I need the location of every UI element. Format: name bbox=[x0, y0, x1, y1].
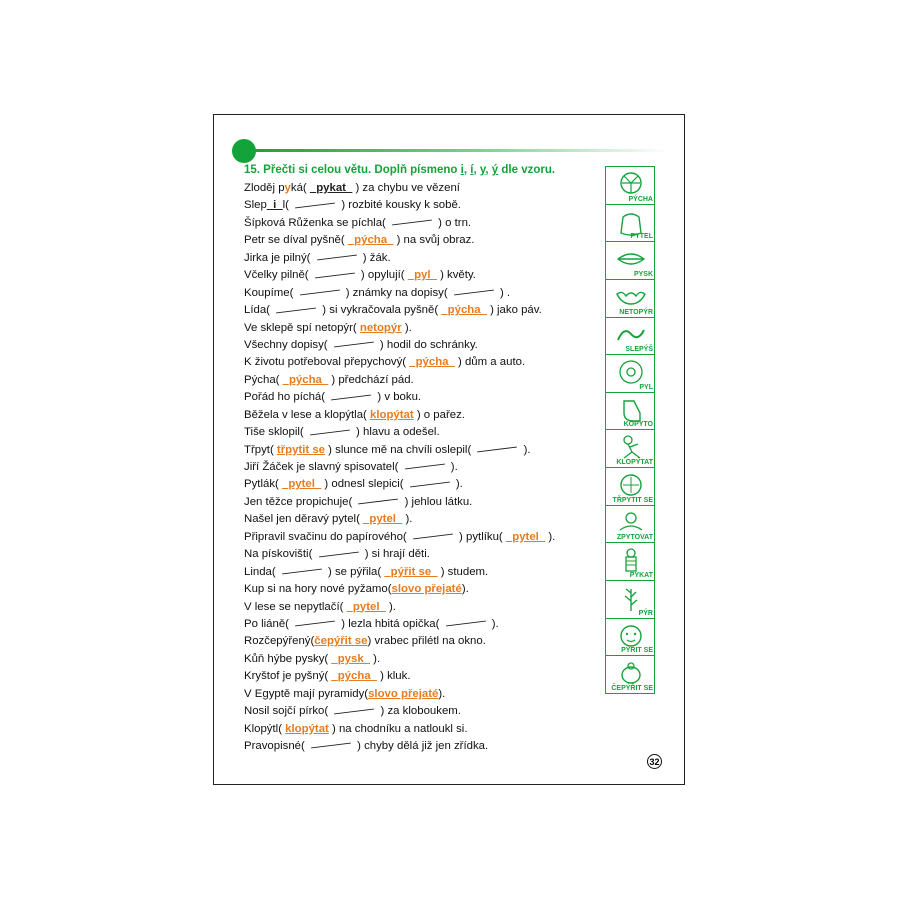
picture-card bbox=[605, 467, 655, 506]
answer-blank[interactable] bbox=[402, 462, 448, 471]
sentence-line bbox=[244, 302, 604, 319]
sentence-text: Lída( bbox=[244, 304, 274, 317]
picture-card bbox=[605, 392, 655, 431]
sentence-text: Koupíme( bbox=[244, 286, 297, 299]
picture-card bbox=[605, 429, 655, 468]
sentence-text: ká( bbox=[290, 182, 310, 194]
sentence-text: ) . bbox=[496, 286, 511, 299]
answer-blank[interactable] bbox=[451, 288, 497, 297]
sentence-line bbox=[244, 633, 604, 650]
sentence-text: ). bbox=[370, 652, 381, 665]
sentence-line bbox=[244, 180, 604, 197]
sentence-text: ) si vykračovala pyšně( bbox=[319, 304, 442, 317]
sentence-text: ). bbox=[488, 617, 499, 630]
answer-blank[interactable] bbox=[407, 480, 453, 489]
sentence-text: ). bbox=[545, 530, 556, 543]
sentence-text: ) se pýřila( bbox=[324, 565, 385, 578]
answer-blank[interactable] bbox=[314, 253, 360, 262]
picture-card bbox=[605, 241, 655, 280]
answer-blank[interactable] bbox=[308, 741, 354, 750]
sentence-text: Připravil svačinu do papírového( bbox=[244, 530, 410, 543]
sentence-text: ). bbox=[385, 600, 396, 613]
answer-word: slovo přejaté bbox=[391, 583, 462, 596]
answer-word: _pytel_ bbox=[346, 600, 386, 613]
sentence-line bbox=[244, 232, 604, 249]
sentence-text: ) o trn. bbox=[435, 216, 472, 229]
picture-card bbox=[605, 580, 655, 619]
picture-card bbox=[605, 317, 655, 356]
answer-word: netopýr bbox=[359, 321, 402, 334]
answer-word: třpytit se bbox=[276, 443, 326, 456]
answer-blank[interactable] bbox=[328, 393, 374, 402]
sentence-line bbox=[244, 407, 604, 424]
sentence-text: ) odnesl slepici( bbox=[321, 478, 407, 491]
answer-blank[interactable] bbox=[292, 201, 338, 210]
picture-card-label: NETOPÝR bbox=[619, 308, 653, 316]
sentence-text: ) opylují( bbox=[357, 269, 408, 282]
sentence-line bbox=[244, 215, 604, 232]
sentence-text: ) vrabec přilétl na okno. bbox=[367, 635, 486, 648]
sentence-text: Rozčepýřený( bbox=[244, 635, 315, 648]
sentence-line bbox=[244, 546, 604, 563]
picture-card bbox=[605, 354, 655, 393]
sentence-text: ) předchází pád. bbox=[328, 373, 414, 386]
picture-card bbox=[605, 655, 655, 694]
answer-blank[interactable] bbox=[355, 497, 401, 506]
sentence-text: Kůň hýbe pysky( bbox=[244, 652, 332, 665]
sentence-text: Šípková Růženka se píchla( bbox=[244, 216, 389, 229]
picture-card-label: PYKAT bbox=[629, 572, 653, 580]
sentence-text: Kup si na hory nové pyžamo( bbox=[244, 583, 392, 596]
sentence-line bbox=[244, 721, 604, 738]
sentence-text: ) dům a auto. bbox=[454, 356, 526, 369]
sentence-line bbox=[244, 372, 604, 389]
answer-word: _pýřit se_ bbox=[384, 565, 438, 578]
sentence-text: Včelky pilně( bbox=[244, 269, 312, 282]
sentence-line bbox=[244, 686, 604, 703]
sentence-text: ) za kloboukem. bbox=[377, 705, 461, 718]
answer-word: _pykat_ bbox=[309, 182, 353, 194]
sentence-text: ). bbox=[520, 443, 531, 456]
answer-word: klopýtat bbox=[370, 408, 414, 421]
sentence-line bbox=[244, 442, 604, 459]
sentence-text: ) rozbité kousky k sobě. bbox=[338, 199, 461, 212]
sentence-line bbox=[244, 320, 604, 337]
sentence-line bbox=[244, 476, 604, 493]
sentence-text: Nosil sojčí pírko( bbox=[244, 705, 332, 718]
sentence-text: Třpyt( bbox=[244, 443, 277, 456]
sentence-text: Zloděj p bbox=[244, 182, 285, 194]
answer-blank[interactable] bbox=[410, 532, 456, 541]
answer-blank[interactable] bbox=[474, 445, 520, 454]
sentence-text: ) o pařez. bbox=[413, 408, 465, 421]
picture-card-label: KLOPÝTAT bbox=[616, 459, 653, 467]
sentence-text: ). bbox=[461, 583, 469, 596]
sentence-line bbox=[244, 250, 604, 267]
sentence-line bbox=[244, 511, 604, 528]
sentence-text: ). bbox=[401, 321, 412, 334]
sentence-text: ) žák. bbox=[359, 251, 391, 264]
sentence-text: Jen těžce propichuje( bbox=[244, 495, 356, 508]
picture-card-label: PYTEL bbox=[630, 233, 653, 241]
answer-word: _pýcha_ bbox=[441, 304, 487, 317]
picture-card-label: SLEPÝŠ bbox=[625, 346, 653, 354]
picture-card-label: PYSK bbox=[633, 270, 653, 278]
sentence-line bbox=[244, 616, 604, 633]
sentence-line bbox=[244, 651, 604, 668]
sentence-text: Slep bbox=[244, 199, 267, 212]
answer-blank[interactable] bbox=[443, 619, 489, 628]
picture-card bbox=[605, 542, 655, 581]
sentence-text: l( bbox=[282, 199, 293, 212]
sentence-text: ) jehlou látku. bbox=[401, 495, 473, 508]
sentence-line bbox=[244, 581, 604, 598]
answer-blank[interactable] bbox=[312, 271, 358, 280]
sentence-text: K životu potřeboval přepychový( bbox=[244, 356, 410, 369]
sentence-text: ). bbox=[447, 461, 458, 473]
answer-word: _pýcha_ bbox=[331, 670, 377, 683]
answer-blank[interactable] bbox=[331, 707, 377, 716]
sentence-line bbox=[244, 494, 604, 511]
sentence-line bbox=[244, 703, 604, 720]
sentence-line bbox=[244, 267, 604, 284]
picture-card bbox=[605, 505, 655, 544]
answer-blank[interactable] bbox=[307, 428, 353, 437]
answer-word: _pýcha_ bbox=[409, 356, 455, 369]
sentence-text: Klopýtl( bbox=[244, 722, 286, 735]
sentence-text: Běžela v lese a klopýtla( bbox=[244, 408, 370, 421]
picture-card-label: ČEPÝŘIT SE bbox=[611, 684, 653, 692]
sentence-text: ) jako páv. bbox=[486, 304, 542, 317]
picture-card-label: ZPYTOVAT bbox=[616, 534, 653, 542]
sentence-text: ) na chodníku a natloukl si. bbox=[328, 722, 468, 735]
header-rule bbox=[250, 149, 670, 152]
sentence-line bbox=[244, 668, 604, 685]
answer-blank[interactable] bbox=[279, 567, 325, 576]
answer-word: _pýcha_ bbox=[282, 373, 329, 386]
picture-card-label: PÝŘIT SE bbox=[621, 647, 653, 655]
picture-card bbox=[605, 166, 655, 205]
sentence-text: Linda( bbox=[244, 565, 279, 578]
sentence-text: Jiří Žáček je slavný spisovatel( bbox=[244, 461, 402, 473]
answer-word: _pytel_ bbox=[363, 513, 403, 526]
sentence-text: ). bbox=[452, 478, 463, 491]
sentence-text: Po liáně( bbox=[244, 617, 293, 630]
sentence-text: ). bbox=[438, 687, 446, 700]
sentence-text: ) v boku. bbox=[374, 391, 422, 404]
sentence-text: Tiše sklopil( bbox=[244, 426, 307, 439]
answer-word: _pyl_ bbox=[407, 269, 437, 282]
picture-card-label: TŘPYTIT SE bbox=[612, 496, 653, 504]
picture-card bbox=[605, 618, 655, 657]
sentence-text: Všechny dopisy( bbox=[244, 338, 331, 351]
answer-word: _pytel_ bbox=[505, 530, 546, 543]
answer-word: _pytel_ bbox=[281, 478, 322, 491]
picture-card bbox=[605, 279, 655, 318]
sentence-text: V Egyptě mají pyramidy( bbox=[244, 687, 369, 700]
sentence-text: ) kluk. bbox=[376, 670, 411, 683]
sentence-text: ) na svůj obraz. bbox=[393, 234, 475, 247]
sentence-text: Pytlák( bbox=[244, 478, 282, 491]
sentence-line bbox=[244, 337, 604, 354]
answer-word: ) za chybu ve vězení bbox=[352, 182, 460, 194]
sentence-text: ) lezla hbitá opička( bbox=[338, 617, 443, 630]
sentence-text: ). bbox=[402, 513, 413, 526]
sentence-line bbox=[244, 285, 604, 302]
sentence-line bbox=[244, 529, 604, 546]
sentence-line bbox=[244, 564, 604, 581]
sentence-text: Jirka je pilný( bbox=[244, 251, 314, 264]
sentence-line bbox=[244, 738, 604, 755]
sentence-text: ) studem. bbox=[437, 565, 489, 578]
sentence-text: ) si hrají děti. bbox=[361, 548, 430, 561]
picture-card bbox=[605, 204, 655, 243]
sentence-text: Pořád ho píchá( bbox=[244, 391, 329, 404]
exercise-title: 15. Přečti si celou větu. Doplň písmeno i, í, y, ý dle vzoru. bbox=[244, 164, 556, 176]
sentence-text: Našel jen děravý pytel( bbox=[244, 513, 364, 526]
sentence-text: Kryštof je pyšný( bbox=[244, 670, 332, 683]
page-number: 32 bbox=[647, 754, 662, 769]
sentence-text: ) hlavu a odešel. bbox=[352, 426, 440, 439]
answer-word: _pysk_ bbox=[331, 652, 371, 665]
sentence-line bbox=[244, 389, 604, 406]
sentence-text: ) květy. bbox=[436, 269, 476, 282]
exercise-sentences bbox=[244, 180, 604, 755]
answer-word: slovo přejaté bbox=[368, 687, 439, 700]
sentence-text: Petr se díval pyšně( bbox=[244, 234, 348, 247]
sentence-text: ) pytlíku( bbox=[455, 530, 506, 543]
sentence-text: Pýcha( bbox=[244, 373, 283, 386]
sentence-line bbox=[244, 354, 604, 371]
answer-blank[interactable] bbox=[273, 306, 319, 315]
answer-word: klopýtat bbox=[285, 722, 329, 735]
answer-blank[interactable] bbox=[297, 288, 343, 297]
sentence-line bbox=[244, 424, 604, 441]
sentence-text: ) slunce mě na chvíli oslepil( bbox=[325, 443, 475, 456]
answer-blank[interactable] bbox=[316, 550, 362, 559]
picture-card-label: PÝR bbox=[638, 609, 653, 617]
picture-card-label: KOPYTO bbox=[623, 421, 653, 429]
sentence-text: Pravopisné( bbox=[244, 740, 308, 752]
answer-blank[interactable] bbox=[292, 619, 338, 628]
answer-word: _pýcha_ bbox=[347, 234, 394, 247]
answer-blank[interactable] bbox=[389, 218, 435, 227]
sentence-line bbox=[244, 197, 604, 214]
sentence-text: Ve sklepě spí netopýr( bbox=[244, 321, 360, 334]
answer-word: _i_ bbox=[266, 199, 283, 212]
sentence-line bbox=[244, 599, 604, 616]
picture-card-label: PYL bbox=[639, 383, 653, 391]
sentence-text: V lese se nepytlačí( bbox=[244, 600, 347, 613]
picture-card-label: PÝCHA bbox=[628, 195, 653, 203]
sentence-text: ) hodil do schránky. bbox=[376, 338, 478, 351]
answer-word: y bbox=[284, 182, 291, 194]
picture-dictionary bbox=[605, 166, 655, 693]
sentence-line bbox=[244, 459, 604, 476]
answer-blank[interactable] bbox=[331, 340, 377, 349]
answer-word: čepýřit se bbox=[314, 635, 368, 648]
sentence-text: Na pískovišti( bbox=[244, 548, 316, 561]
sentence-text: ) chyby dělá již jen zřídka. bbox=[353, 740, 489, 752]
sentence-text: ) známky na dopisy( bbox=[342, 286, 451, 299]
